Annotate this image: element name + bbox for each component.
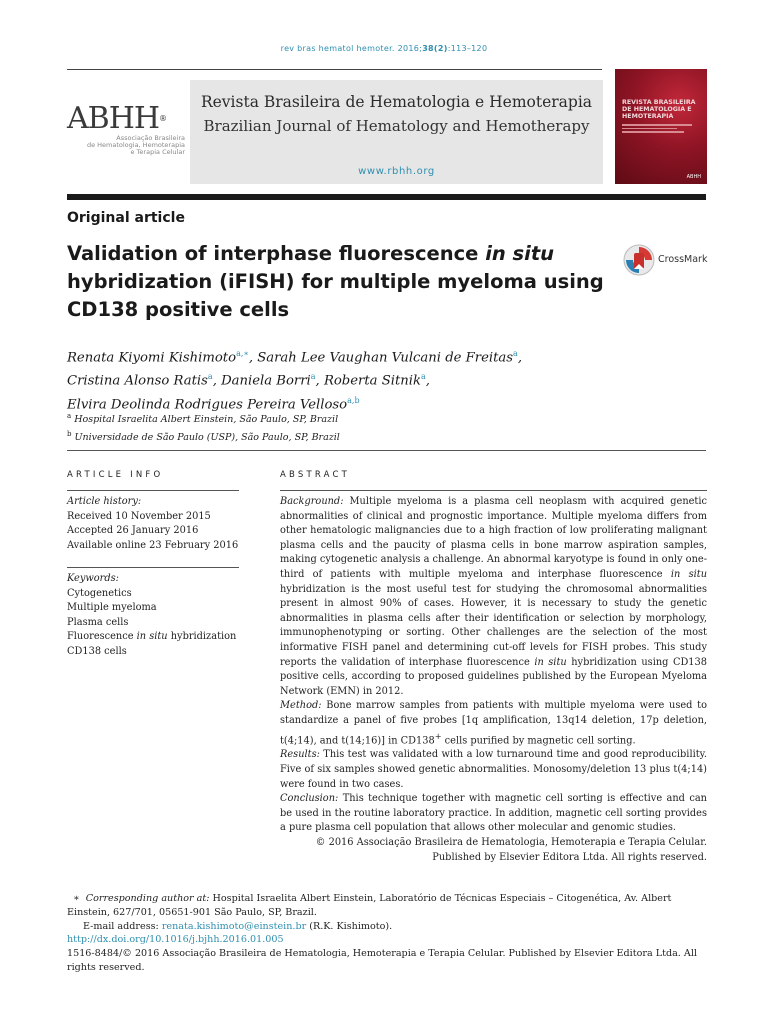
author-affiliation-mark[interactable]: a,∗ [236,349,249,358]
author-separator: , [425,373,430,389]
keyword: Multiple myeloma [67,602,157,614]
conclusion-text: This technique together with magnetic cell sorting is effective and can be used in the routine laboratory practice. In addition, magnetic cell sorting provides a pure plasma cell population that allows other molecular and genomic studies. [280,793,707,834]
author-name: Elvira Deolinda Rodrigues Pereira Velloso [67,397,348,413]
author-affiliation-mark[interactable]: a,b [347,395,360,405]
background-text: hybridization using CD138 positive cells, according to proposed guidelines published by the European Myeloma Network (EMN) in 2012. [280,656,708,697]
logo-registered-mark: ® [159,114,167,123]
logo-line-3: e Terapia Celular [130,148,185,156]
running-head-year: 2016; [397,44,423,53]
article-info-rule [67,490,239,491]
author-separator: , [212,373,222,389]
crossmark-label: CrossMark [658,254,708,265]
background-italic: in situ [670,568,708,580]
logo-subtitle [67,135,185,156]
results-text: This test was validated with a low turnaround time and good reproducibility. Five of six samples showed genetic abnormalities. Monosomy/deletion 13 plus t(4;14) were found in two cases. [280,749,707,790]
crossmark-button[interactable] [623,244,707,274]
keyword-tail: hybridization [167,631,237,643]
keyword [67,630,239,645]
affiliation-item [67,427,340,445]
abstract-results [280,748,707,792]
abstract-heading: ABSTRACT [280,470,351,480]
email-line [67,920,707,934]
method-text: Bone marrow samples from patients with multiple myeloma were used to standardize a panel of five probes [1q amplification, 13q14 deletion, 17p deletion, t(4;14), and t(14;16)] in CD138 [280,700,707,746]
abstract-rule [280,490,707,491]
conclusion-heading: Conclusion: [280,793,339,805]
method-sup: + [434,730,442,741]
logo-line-2: de Hematologia, Hemoterapia [86,141,185,149]
author-affiliation-mark[interactable]: a [420,372,426,382]
article-title [67,240,607,324]
article-type: Original article [67,210,185,226]
cover-publisher: ABHH [686,174,701,180]
affiliation-mark: a [67,412,72,420]
affiliations [67,409,340,445]
email-label: E-mail address: [83,920,162,932]
cover-decoration [622,124,697,132]
author-separator: , [248,350,258,366]
title-part-2: hybridization (iFISH) for multiple myeloma using CD138 positive cells [67,270,604,321]
header-thick-rule [67,194,706,200]
journal-title-en: Brazilian Journal of Hematology and Hemotherapy [203,117,590,135]
author-name: Cristina Alonso Ratis [67,373,208,389]
doi-link[interactable]: http://dx.doi.org/10.1016/j.bjhh.2016.01.005 [67,934,284,946]
author-affiliation-mark[interactable]: a [207,372,213,382]
email-link[interactable]: renata.kishimoto@einstein.br [161,920,307,932]
journal-title-pt: Revista Brasileira de Hematologia e Hemoterapia [200,93,593,111]
author-name: Sarah Lee Vaughan Vulcani de Freitas [257,350,514,366]
affiliation-text: Universidade de São Paulo (USP), São Paulo, SP, Brazil [74,432,340,444]
author-affiliation-mark[interactable]: a [513,349,518,358]
header-rule [67,69,602,70]
keywords-rule [67,567,239,568]
running-head [0,44,768,53]
journal-header [190,80,603,184]
running-head-journal: rev bras hematol hemoter. [280,44,395,53]
received-date: Received 10 November 2015 [67,510,211,522]
keyword: CD138 cells [67,645,127,657]
corresponding-author [67,892,707,920]
results-heading: Results: [280,749,320,761]
author-affiliation-mark[interactable]: a [310,372,316,382]
keyword: Cytogenetics [67,587,132,599]
cover-title: REVISTA BRASILEIRA DE HEMATOLOGIA E HEMOTERAPIA [622,99,696,120]
author-separator: , [315,373,324,389]
abhh-logo [67,101,185,164]
logo-line-1: Associação Brasileira [116,134,185,142]
history-heading: Article history: [67,496,142,507]
running-head-pages: :113–120 [447,44,488,53]
title-italic: in situ [485,242,555,265]
corresponding-heading: Corresponding author at: [85,893,210,904]
keyword: Plasma cells [67,616,129,628]
footnotes [67,892,707,975]
abstract-conclusion [280,792,707,836]
background-text: Multiple myeloma is a plasma cell neoplasm with acquired genetic abnormalities of clinical and prognostic importance. Multiple myeloma differs from other hematologic malignancies due to a high fraction of low proliferating malignant plasma cells and the paucity of plasma cells in bone marrow aspiration samples, making cytogenetic analysis a challenge. An abnormal karyotype is found in only one-third of patients with multiple myeloma and interphase fluorescence [280,496,707,580]
logo-abbr: ABHH [67,101,160,136]
title-part-1: Validation of interphase fluorescence [67,242,486,265]
author-name: Roberta Sitnik [323,373,421,389]
author-separator: , [517,350,523,366]
author-name: Renata Kiyomi Kishimoto [67,350,237,366]
article-info [67,495,239,553]
corresponding-mark: ∗ [73,893,80,904]
issn-copyright: 1516-8484/© 2016 Associação Brasileira de Hematologia, Hemoterapia e Terapia Celular. Published by Elsevier Editora Ltda. All rights reserved. [67,948,697,973]
method-text: cells purified by magnetic cell sorting. [441,734,636,746]
affiliation-text: Hospital Israelita Albert Einstein, São Paulo, SP, Brazil [74,414,339,426]
abstract-background [280,495,707,699]
background-text: hybridization is the most useful test for studying the chromosomal abnormalities present in almost 90% of cases. However, it is necessary to study the genetic abnormalities in plasma cells after their identification or selection by morphology, immunophenotyping or sorting. Other challenges are the selection of the most informative FISH panel and determining cut-off levels for FISH probes. This study reports the validation of interphase fluorescence [280,583,707,668]
journal-url-link[interactable]: www.rbhh.org [358,166,435,177]
section-rule [67,450,706,451]
abstract-method [280,699,707,748]
background-italic: in situ [534,656,567,668]
running-head-volume: 38(2) [422,44,448,53]
keywords [67,572,239,660]
affiliation-item [67,409,340,427]
email-tail: (R.K. Kishimoto). [306,920,393,932]
article-info-heading: ARTICLE INFO [67,470,164,480]
accepted-date: Accepted 26 January 2016 [67,525,199,537]
abstract-body [280,495,707,865]
affiliation-mark: b [67,430,72,439]
online-date: Available online 23 February 2016 [67,539,239,551]
abstract-copyright: © 2016 Associação Brasileira de Hematologia, Hemoterapia e Terapia Celular. Published by Elsevier Editora Ltda. All rights reserved. [315,836,707,863]
keywords-heading: Keywords: [67,573,119,584]
keyword-text: Fluorescence [67,631,137,643]
corresponding-text: Hospital Israelita Albert Einstein, Laboratório de Técnicas Especiais – Citogenética, Av. Albert Einstein, 627/701, 05651-901 São Paulo, SP, Brazil. [67,893,672,918]
background-heading: Background: [280,496,344,507]
method-heading: Method: [280,700,322,712]
keyword-italic: in situ [136,631,168,643]
journal-cover-image [615,69,707,184]
author-list [67,344,627,414]
crossmark-icon [623,244,655,276]
author-name: Daniela Borri [221,373,311,389]
